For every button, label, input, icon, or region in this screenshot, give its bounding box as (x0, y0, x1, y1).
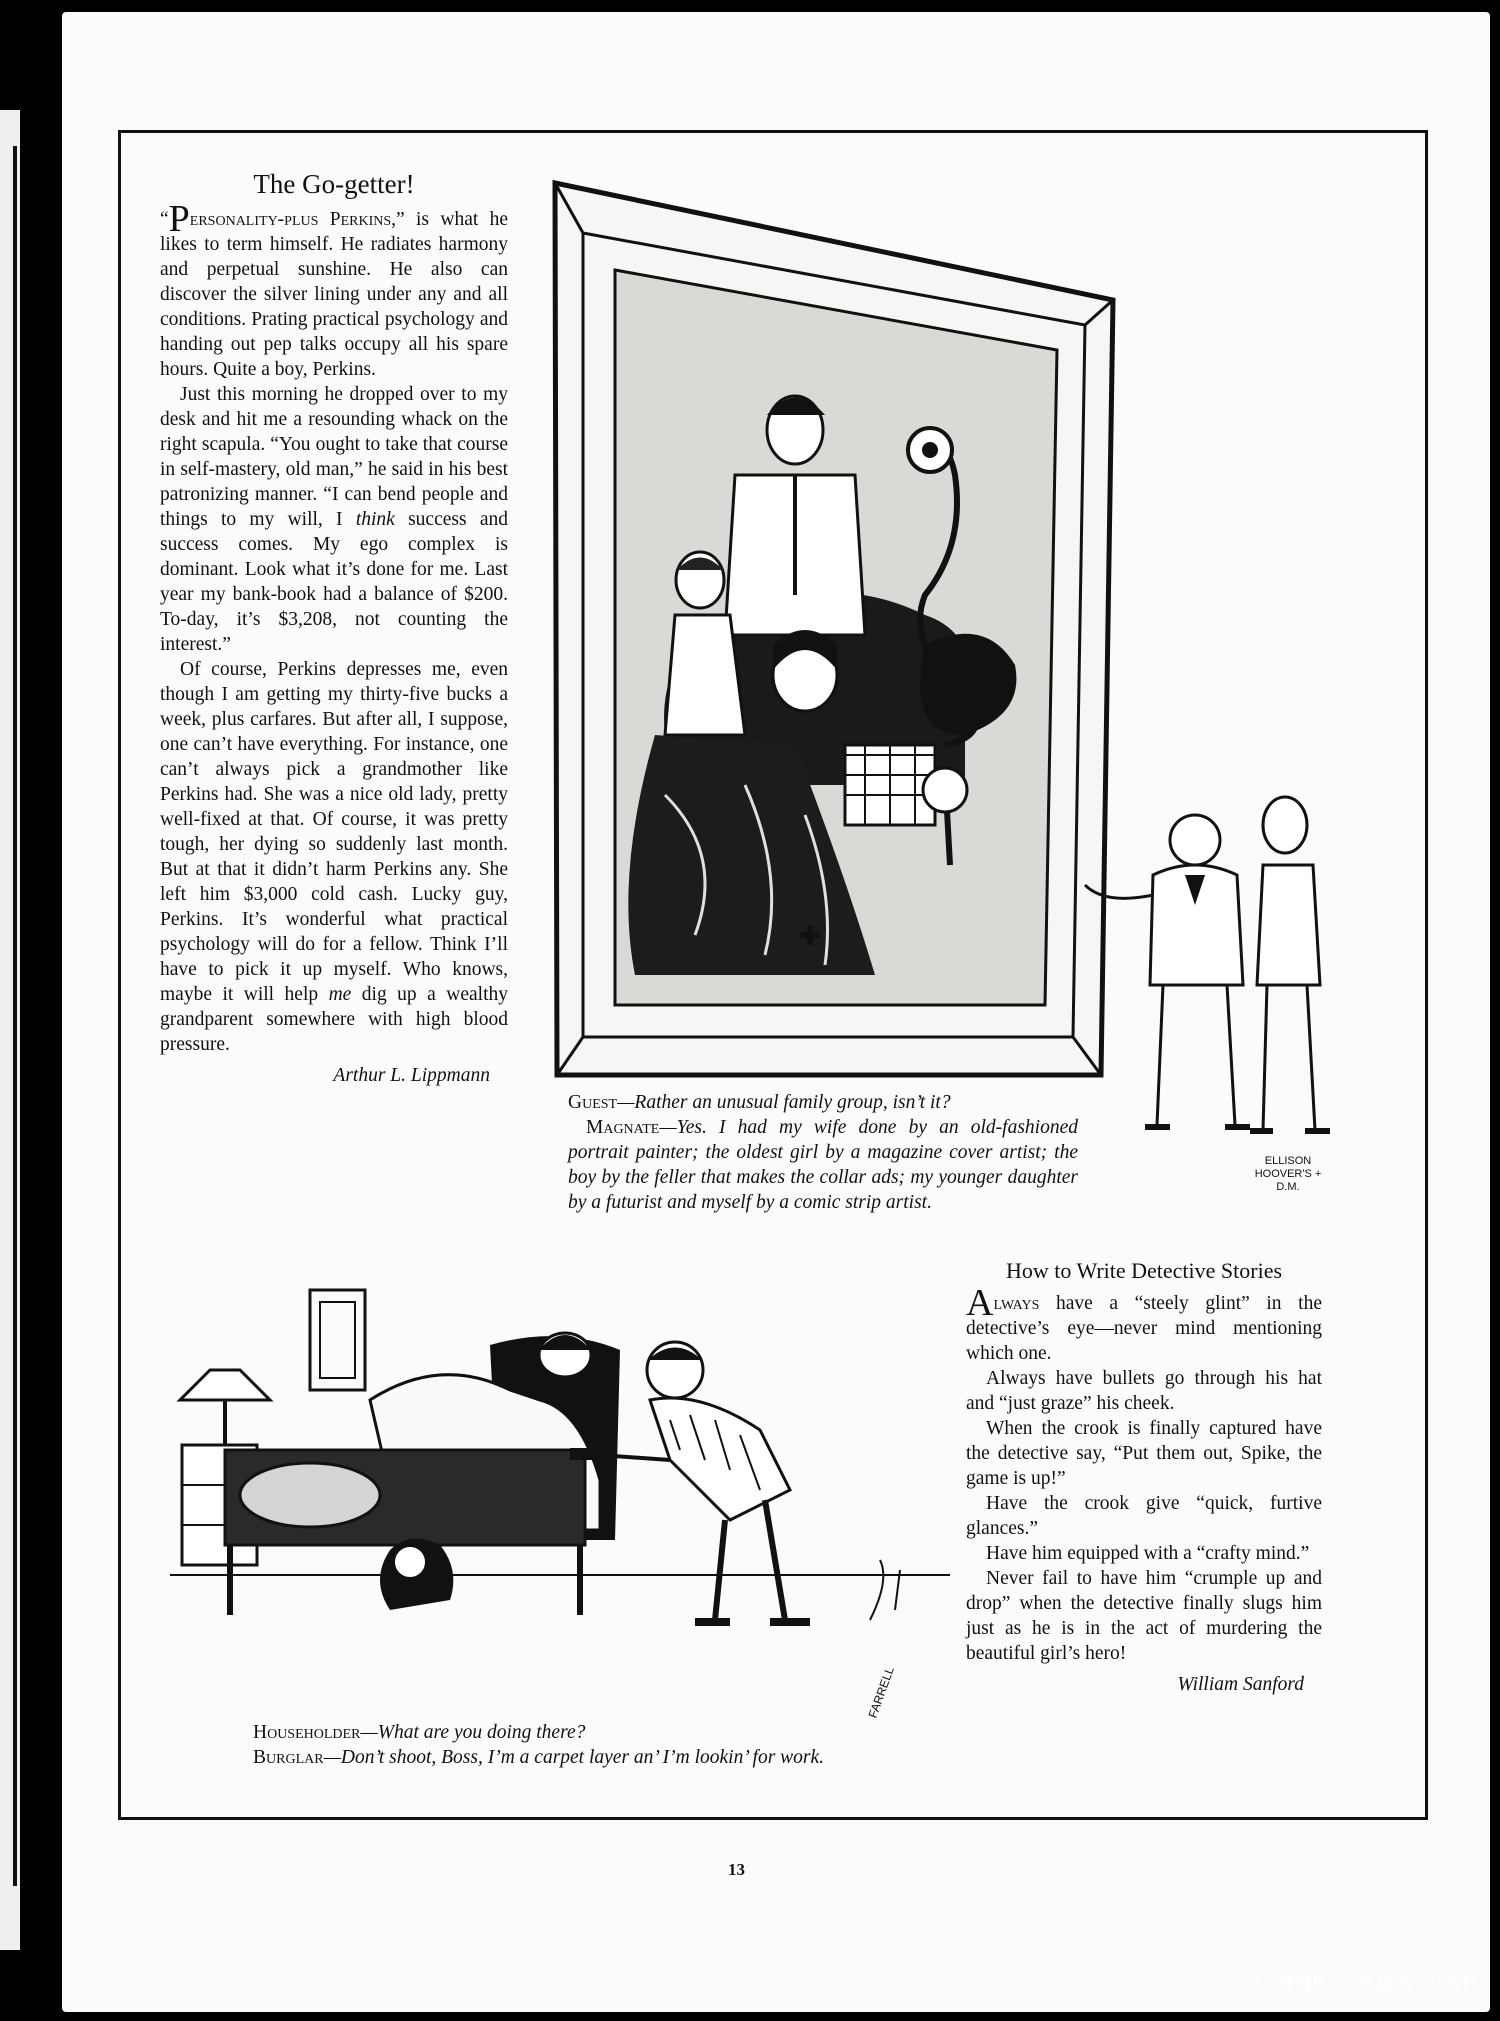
speaker-label: Magnate (586, 1117, 660, 1138)
article-title: How to Write Detective Stories (1005, 1258, 1283, 1283)
article-paragraph: Always have a “steely glint” in the detective’s eye—never mind mentioning which one. (966, 1282, 1322, 1364)
article-paragraph: “Personality-plus Perkins,” is what he likes to term himself. He radiates harmony and perpetual sunshine. He also can discover the silver lining under any and all conditions. Prating practical psychology and handing out pep talks occupy all his spare hours. Quite a boy, Perkins. (160, 198, 508, 380)
burglar-artist-signature: FARRELL (865, 1664, 897, 1720)
article-go-getter (160, 169, 509, 1088)
drop-cap: A (966, 1282, 994, 1324)
page-number: 13 (728, 1860, 745, 1879)
article-paragraph: Have him equipped with a “crafty mind.” (986, 1543, 1310, 1564)
article-paragraph: Always have bullets go through his hat and “just graze” his cheek. (966, 1368, 1322, 1414)
burglar-cartoon (170, 1280, 950, 1700)
article-paragraph: Never fail to have him “crumple up and drop” when the detective finally slugs him just as he is in the act of murdering the beautiful girl’s hero! (966, 1568, 1322, 1664)
drop-cap: P (168, 198, 190, 240)
article-signature: William Sanford (1177, 1674, 1304, 1695)
portrait-cartoon (545, 175, 1335, 1155)
speaker-label: Householder (253, 1722, 361, 1743)
article-paragraph: When the crook is finally captured have the detective say, “Put them out, Spike, the game is up!” (966, 1418, 1322, 1489)
burglar-caption: Householder—What are you doing there? Burglar—Don’t shoot, Boss, I’m a carpet layer an’ I’m lookin’ for work. (253, 1722, 825, 1768)
article-detective-stories (966, 1258, 1322, 1697)
watermark: comicbooks.com (1254, 1965, 1478, 1998)
speaker-label: Burglar (253, 1747, 324, 1768)
article-title: The Go-getter! (253, 169, 415, 199)
article-paragraph: Have the crook give “quick, furtive glances.” (966, 1493, 1322, 1539)
speaker-label: Guest (568, 1092, 618, 1113)
facing-page-edge (0, 110, 20, 1950)
article-signature: Arthur L. Lippmann (333, 1065, 490, 1086)
portrait-caption: Guest—Rather an unusual family group, isn’t it? Magnate—Yes. I had my wife done by an old-fashioned portrait painter; the oldest girl by a magazine cover artist; the boy by the feller that makes the collar ads; my younger daughter by a futurist and myself by a comic strip artist. (568, 1092, 1078, 1213)
article-paragraph: Of course, Perkins depresses me, even though I am getting my thirty-five bucks a week, plus carfares. But after all, I suppose, one can’t have everything. For instance, one can’t always pick a grandmother like Perkins had. She was a nice old lady, pretty well-fixed at that. Of course, it was pretty tough, her dying so suddenly last month. But at that it didn’t harm Perkins any. She left him $3,000 cold cash. Lucky guy, Perkins. It’s wonderful what practical psychology will do for a fellow. Think I’ll have to pick it up myself. Who knows, maybe it will help me dig up a wealthy grandparent somewhere with high blood pressure. (160, 659, 508, 1055)
portrait-artist-signature: ELLISON HOOVER'S + D.M. (1254, 1155, 1322, 1193)
article-paragraph: Just this morning he dropped over to my desk and hit me a resounding whack on the right scapula. “You ought to take that course in self-mastery, old man,” he said in his best patronizing manner. “I can bend people and things to my will, I think success and success comes. My ego complex is dominant. Look what it’s done for me. Last year my bank-book had a balance of $200. To-day, it’s $3,208, not counting the interest.” (160, 384, 509, 655)
